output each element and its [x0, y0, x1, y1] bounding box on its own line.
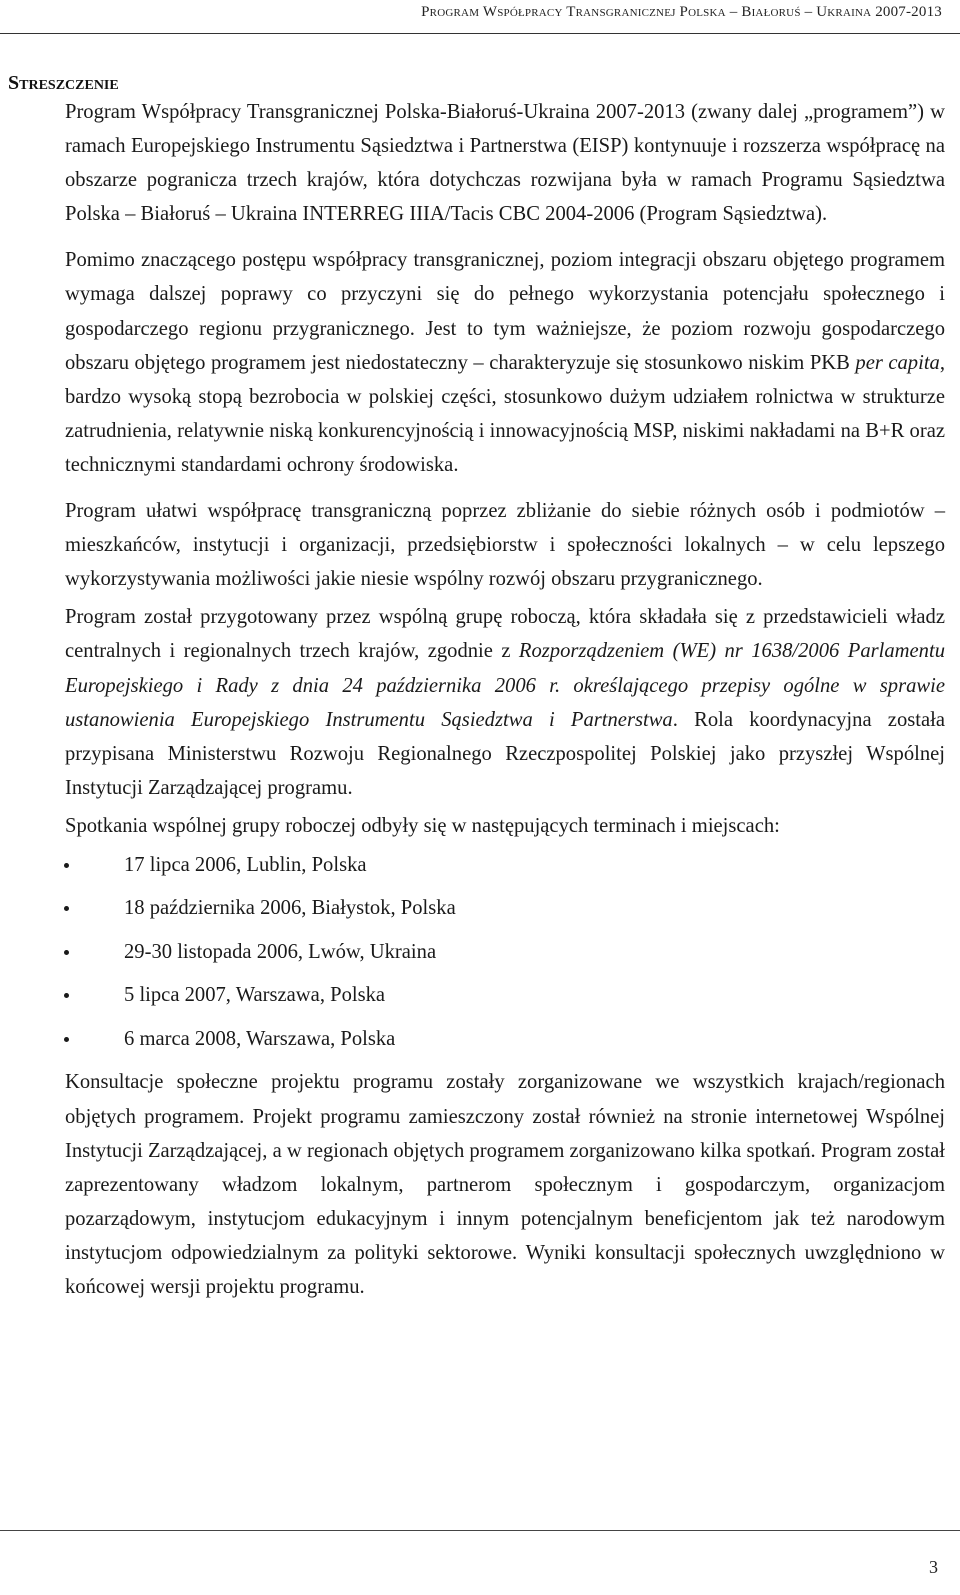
- paragraph-intro: Program Współpracy Transgranicznej Polska-Białoruś-Ukraina 2007-2013 (zwany dalej „programem”) w ramach Europejskiego Instrumentu Sąsiedztwa i Partnerstwa (EISP) kontynuuje i rozszerza współpracę na obszarze pogranicza trzech krajów, która dotychczas rozwijana była w ramach Programu Sąsiedztwa Polska – Białoruś – Ukraina INTERREG IIIA/Tacis CBC 2004-2006 (Program Sąsiedztwa).: [65, 101, 945, 226]
- list-item: [65, 978, 945, 1022]
- paragraph-meetings-intro: Spotkania wspólnej grupy roboczej odbyły się w następujących terminach i miejscach:: [65, 814, 780, 837]
- bullet-icon: [64, 1037, 69, 1042]
- meeting-text: 5 lipca 2007, Warszawa, Polska: [124, 984, 386, 1007]
- section-heading: Streszczenie: [8, 72, 119, 94]
- meeting-text: 6 marca 2008, Warszawa, Polska: [124, 1027, 396, 1050]
- paragraph-integration-text-1: Pomimo znaczącego postępu współpracy transgranicznej, poziom integracji obszaru objętego programem wymaga dalszej poprawy co przyczyni się do pełnego wykorzystania potencjału społecznego i gospodarczego regionu przygranicznego. Jest to tym ważniejsze, że poziom rozwoju gospodarczego obszaru objętego programem jest niedostateczny – charakteryzuje się stosunkowo niskim PKB: [65, 249, 945, 374]
- meeting-text: 18 października 2006, Białystok, Polska: [124, 897, 456, 920]
- bullet-icon: [64, 993, 69, 998]
- meeting-text: 17 lipca 2006, Lublin, Polska: [124, 853, 367, 876]
- bullet-icon: [64, 906, 69, 911]
- meetings-list: [65, 848, 945, 1066]
- list-item: [65, 935, 945, 979]
- paragraph-consultations: Konsultacje społeczne projektu programu zostały zorganizowane we wszystkich krajach/regionach objętych programem. Projekt programu zamieszczony został również na stronie internetowej Wspólnej Instytucji Zarządzającej, a w regionach objętych programem zorganizowano kilka spotkań. Program został zaprezentowany władzom lokalnym, partnerom społecznym i gospodarczym, organizacjom pozarządowym, instytucjom edukacyjnym i innym potencjalnym beneficjentom jak też narodowym instytucjom odpowiedzialnym za polityki sektorowe. Wyniki konsultacji społecznych uwzględniono w końcowej wersji projektu programu.: [65, 1071, 945, 1299]
- paragraph-cooperation: Program ułatwi współpracę transgraniczną poprzez zbliżanie do siebie różnych osób i podmiotów – mieszkańców, instytucji i organizacji, przedsiębiorstw i społeczności lokalnych – w celu lepszego wykorzystywania możliwości jakie niesie wspólny rozwój obszaru przygranicznego.: [65, 500, 945, 591]
- meeting-text: 29-30 listopada 2006, Lwów, Ukraina: [124, 940, 437, 963]
- paragraph-preparation-text-2: . Rola koordynacyjna została przypisana Ministerstwu Rozwoju Regionalnego Rzeczpospolitej Polskiej jako przyszłej Wspólnej Instytucji Zarządzającej programu.: [65, 708, 945, 799]
- document-body: [65, 95, 945, 1304]
- paragraph-integration: [65, 243, 945, 482]
- paragraph-integration-italic: per capita: [855, 351, 940, 374]
- paragraph-integration-text-2: , bardzo wysoką stopą bezrobocia w polskiej części, stosunkowo dużym udziałem rolnictwa w strukturze zatrudnienia, relatywnie niską konkurencyjnością i innowacyjnością MSP, niskimi nakładami na B+R oraz technicznymi standardami ochrony środowiska.: [65, 351, 946, 476]
- paragraph-preparation-text-1: Program został przygotowany przez wspólną grupę roboczą, która składała się z przedstawicieli władz centralnych i regionalnych trzech krajów, zgodnie z: [65, 606, 945, 663]
- list-item: [65, 848, 945, 892]
- paragraph-preparation: [65, 600, 945, 805]
- page-number: 3: [929, 1557, 938, 1577]
- bullet-icon: [64, 950, 69, 955]
- header-rule: [0, 33, 960, 34]
- list-item: [65, 891, 945, 935]
- footer-rule: [0, 1530, 960, 1531]
- list-item: [65, 1022, 945, 1066]
- bullet-icon: [64, 863, 69, 868]
- paragraph-preparation-italic: Rozporządzeniem (WE) nr 1638/2006 Parlamentu Europejskiego i Rady z dnia 24 października 2006 r. określającego przepisy ogólne w sprawie ustanowienia Europejskiego Instrumentu Sąsiedztwa i Partnerstwa: [65, 640, 945, 731]
- running-header: Program Współpracy Transgranicznej Polska – Białoruś – Ukraina 2007-2013: [421, 4, 942, 20]
